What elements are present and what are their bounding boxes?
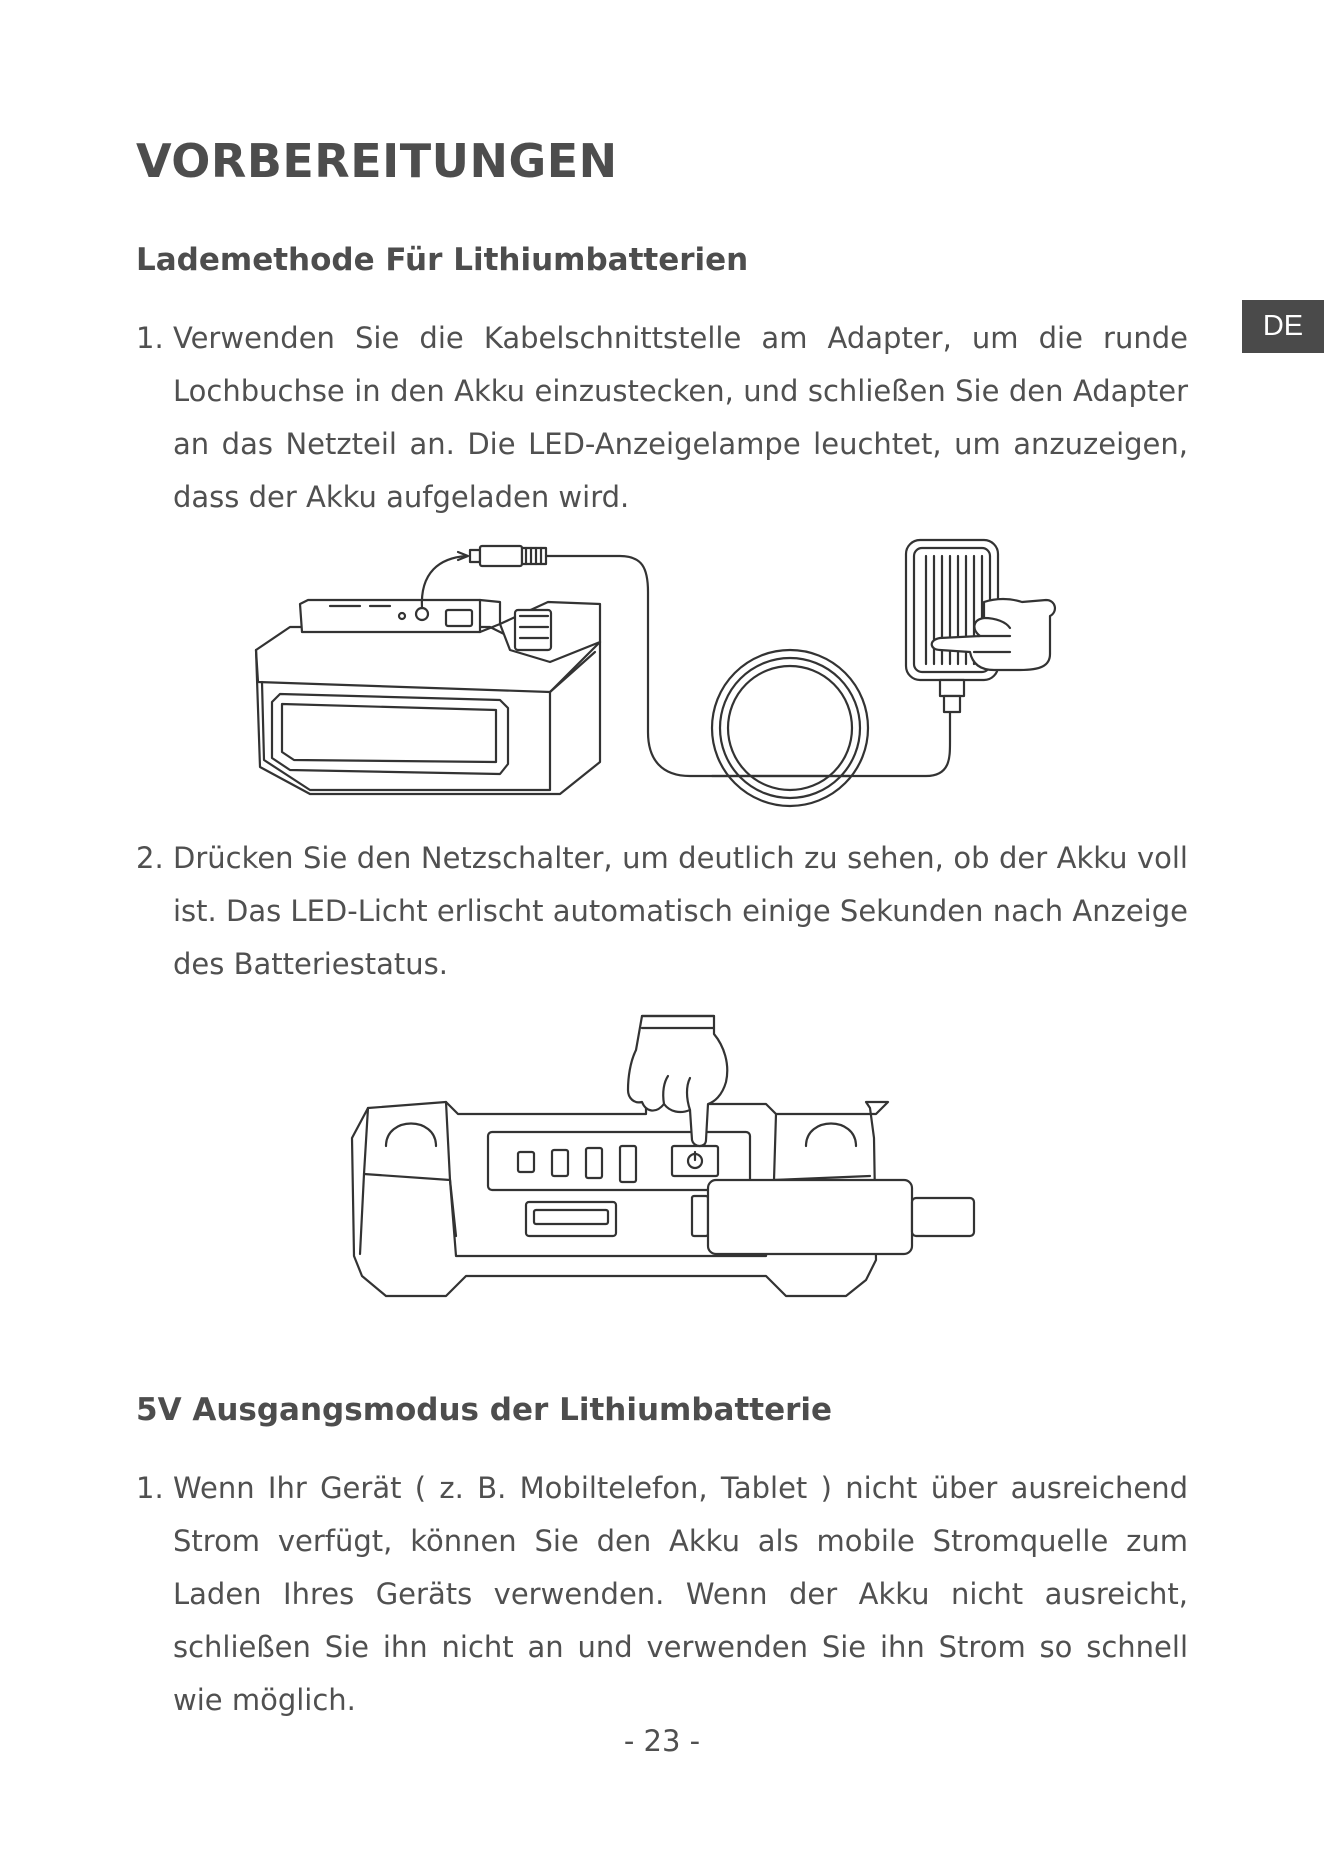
section-heading-5v-output: 5V Ausgangsmodus der Lithiumbatterie bbox=[136, 1392, 833, 1428]
list-item-number: 1. bbox=[136, 1471, 164, 1505]
page-number: - 23 - bbox=[623, 1724, 701, 1758]
list-item bbox=[136, 1462, 1188, 1727]
section-heading-charging: Lademethode Für Lithiumbatterien bbox=[136, 242, 749, 278]
list-item-text: Wenn Ihr Gerät ( z. B. Mobiltelefon, Tablet ) nicht über ausreichend Strom verfügt, können Sie den Akku als mobile Stromquelle zum Laden Ihres Geräts verwenden. Wenn der Akku nicht ausreicht, schließen Sie ihn nicht an und verwenden Sie ihn Strom so schnell wie möglich. bbox=[173, 1471, 1188, 1717]
language-tab: DE bbox=[1242, 300, 1324, 353]
power-button-illustration bbox=[346, 1006, 986, 1326]
list-item-number: 1. bbox=[136, 321, 164, 355]
page-title: VORBEREITUNGEN bbox=[136, 134, 618, 188]
battery-charging-illustration bbox=[250, 532, 1060, 812]
list-item-number: 2. bbox=[136, 841, 164, 875]
list-item-text: Drücken Sie den Netzschalter, um deutlich zu sehen, ob der Akku voll ist. Das LED-Licht erlischt automatisch einige Sekunden nach Anzeige des Batteriestatus. bbox=[173, 841, 1188, 981]
list-item bbox=[136, 832, 1188, 991]
list-item-text: Verwenden Sie die Kabelschnittstelle am Adapter, um die runde Lochbuchse in den Akku einzustecken, und schließen Sie den Adapter an das Netzteil an. Die LED-Anzeigelampe leuchtet, um anzuzeigen, dass der Akku aufgeladen wird. bbox=[173, 321, 1188, 514]
list-item bbox=[136, 312, 1188, 524]
